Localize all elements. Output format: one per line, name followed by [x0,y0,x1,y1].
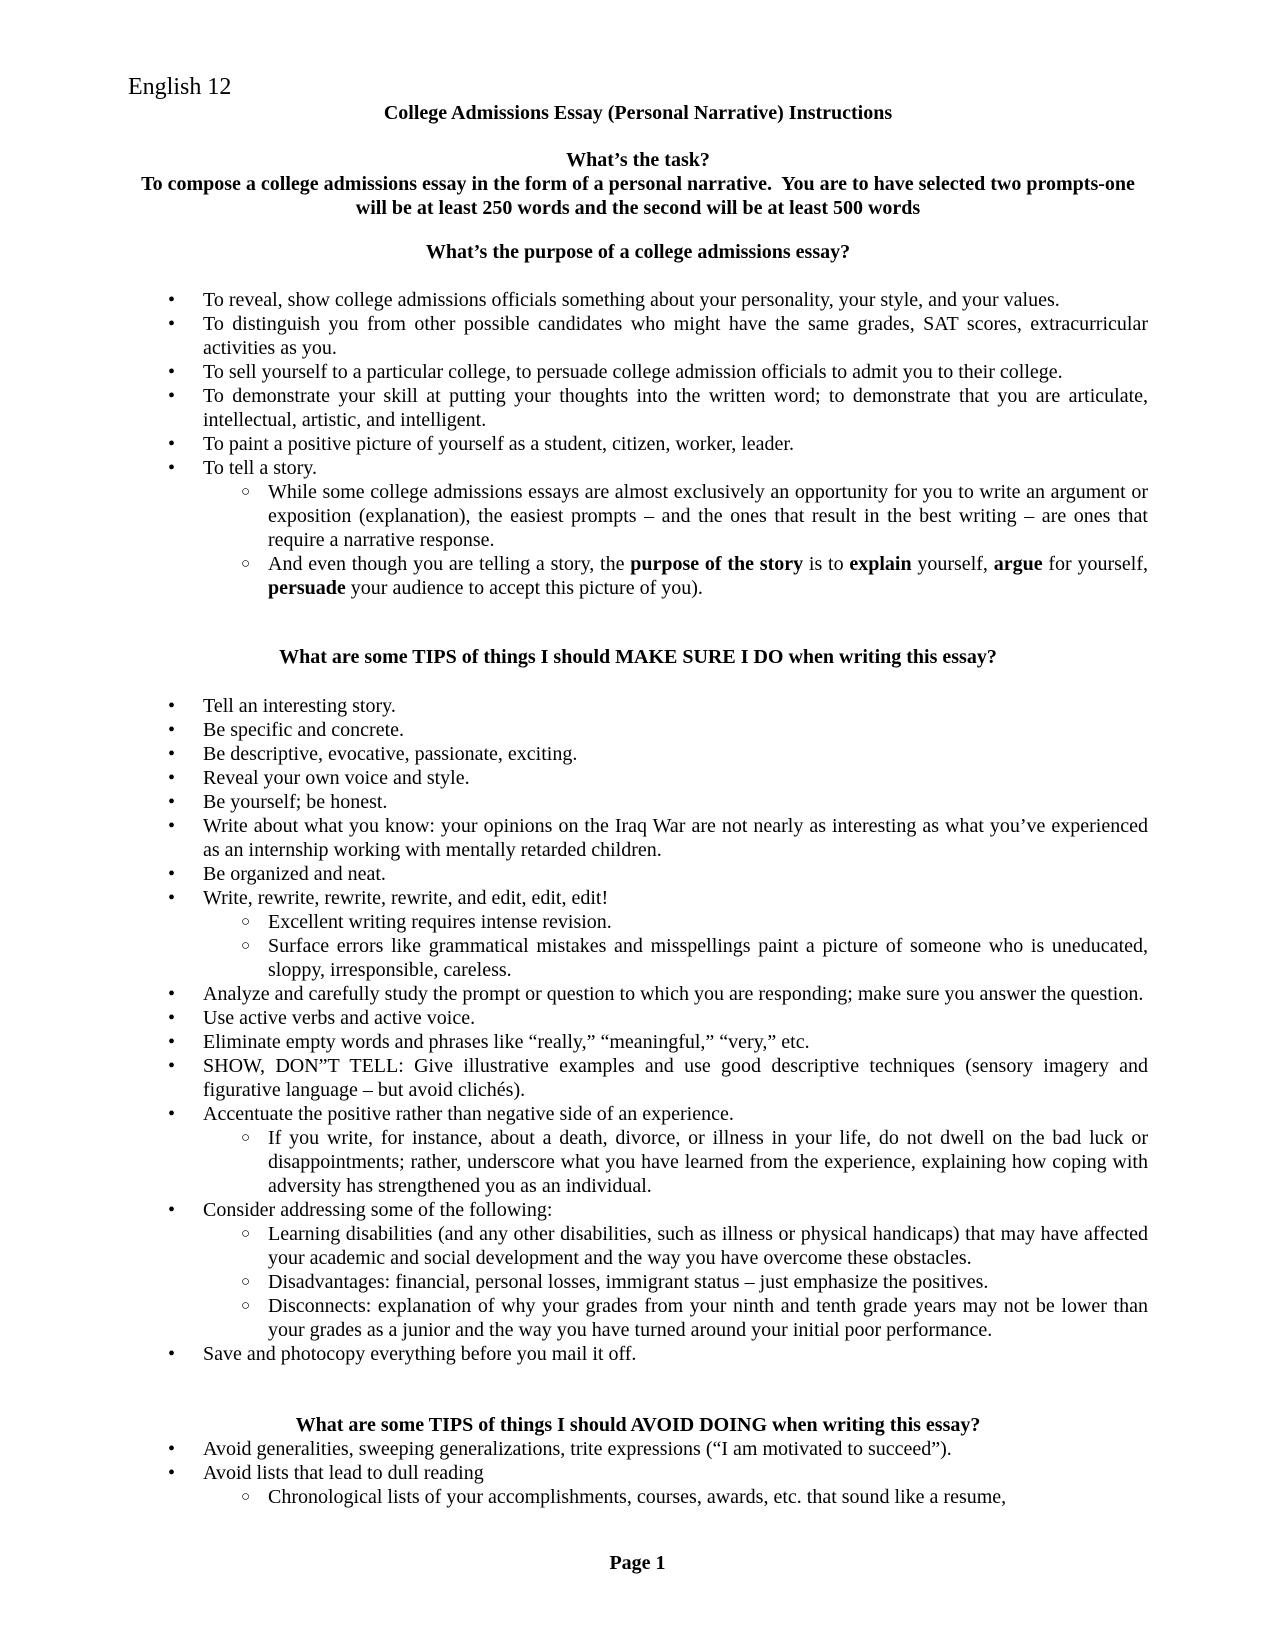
section-heading-do-tips: What are some TIPS of things I should MAKE SURE I DO when writing this essay? [279,646,997,668]
bullet-item [128,456,1148,480]
bullet-text: To distinguish you from other possible candidates who might have the same grades, SAT scores, extracurricular activities as you. [203,313,1148,359]
sub-bullet-item [128,934,1148,982]
section-purpose [128,240,1148,600]
bullet-text: Analyze and carefully study the prompt or question to which you are responding; make sure you answer the question. [203,983,1144,1005]
bullet-item [128,1437,1148,1461]
bullet-text: Disconnects: explanation of why your grades from your ninth and tenth grade years may not be lower than your grades as a junior and the way you have turned around your initial poor performance. [268,1295,1148,1341]
bullet-text: SHOW, DON”T TELL: Give illustrative examples and use good descriptive techniques (sensory imagery and figurative language – but avoid clichés). [203,1055,1148,1101]
disc-bullet-icon: • [168,767,176,789]
circle-bullet-icon: ○ [241,556,251,572]
bullet-text: Avoid lists that lead to dull reading [203,1462,484,1484]
disc-bullet-icon: • [168,1343,176,1365]
bullet-item [128,790,1148,814]
text-segment: your audience to accept this picture of you). [345,577,703,599]
sub-bullet-item [128,1294,1148,1342]
page-title: College Admissions Essay (Personal Narrative) Instructions [383,102,893,124]
sub-bullet-item [128,1270,1148,1294]
bullet-item [128,432,1148,456]
bullet-text: Consider addressing some of the following: [203,1199,553,1221]
bullet-text: Be specific and concrete. [203,719,405,741]
bullet-text: To demonstrate your skill at putting your thoughts into the written word; to demonstrate that you are articulate, intellectual, artistic, and intelligent. [203,385,1148,431]
bullet-item [128,718,1148,742]
bullet-text: Disadvantages: financial, personal losses, immigrant status – just emphasize the positives. [268,1271,989,1293]
sub-bullet-item [128,480,1148,552]
bullet-item [128,288,1148,312]
bullet-item [128,1030,1148,1054]
bullet-text: To sell yourself to a particular college, to persuade college admission officials to admit you to their college. [203,361,1063,383]
bullet-item [128,742,1148,766]
bold-text-segment: purpose of the story [630,553,804,575]
text-segment: yourself, [911,553,994,575]
section-do-tips [128,645,1148,1366]
bullet-text: To reveal, show college admissions officials something about your personality, your style, and your values. [203,289,1060,311]
circle-bullet-icon: ○ [241,1489,251,1505]
bullet-text: Tell an interesting story. [203,695,396,717]
sub-bullet-item [128,552,1148,600]
bold-text-segment: persuade [268,577,346,599]
bullet-text: To tell a story. [203,457,317,479]
circle-bullet-icon: ○ [241,1130,251,1146]
sub-bullet-item [128,1222,1148,1270]
section-heading-purpose: What’s the purpose of a college admissions essay? [425,241,851,263]
bullet-text: Learning disabilities (and any other disabilities, such as illness or physical handicaps) that may have affected your academic and social development and the way you have overcome these obstacles. [268,1223,1148,1269]
disc-bullet-icon: • [168,1007,176,1029]
disc-bullet-icon: • [168,1199,176,1221]
bullet-item [128,694,1148,718]
disc-bullet-icon: • [168,1438,176,1460]
bullet-item [128,312,1148,360]
circle-bullet-icon: ○ [241,938,251,954]
text-segment: for yourself, [1042,553,1148,575]
bullet-item [128,1006,1148,1030]
bullet-item [128,1102,1148,1126]
bullet-text: Save and photocopy everything before you mail it off. [203,1343,637,1365]
disc-bullet-icon: • [168,385,176,407]
task-intro-paragraph: To compose a college admissions essay in the form of a personal narrative. You are to have selected two prompts-one will be at least 250 words and the second will be at least 500 words [141,173,1135,219]
disc-bullet-icon: • [168,313,176,335]
avoid-tips-bullet-list [128,1437,1148,1509]
circle-bullet-icon: ○ [241,914,251,930]
disc-bullet-icon: • [168,1055,176,1077]
bullet-text: Be yourself; be honest. [203,791,388,813]
disc-bullet-icon: • [168,887,176,909]
disc-bullet-icon: • [168,695,176,717]
disc-bullet-icon: • [168,983,176,1005]
section-avoid-tips [128,1413,1148,1509]
text-segment: is to [803,553,850,575]
bold-text-segment: argue [993,553,1043,575]
bullet-text: Write, rewrite, rewrite, rewrite, and edit, edit, edit! [203,887,609,909]
bold-text-segment: explain [849,553,912,575]
bullet-text: Excellent writing requires intense revision. [268,911,612,933]
bullet-item [128,982,1148,1006]
circle-bullet-icon: ○ [241,484,251,500]
bullet-text: Use active verbs and active voice. [203,1007,476,1029]
disc-bullet-icon: • [168,743,176,765]
bullet-item [128,1342,1148,1366]
bullet-text: If you write, for instance, about a death, divorce, or illness in your life, do not dwell on the bad luck or disappointments; rather, underscore what you have learned from the experience, explaining how coping with adversity has strengthened you as an individual. [268,1127,1148,1197]
bullet-text: Avoid generalities, sweeping generalizations, trite expressions (“I am motivated to succeed”). [203,1438,952,1460]
circle-bullet-icon: ○ [241,1226,251,1242]
bullet-text: Be descriptive, evocative, passionate, exciting. [203,743,578,765]
circle-bullet-icon: ○ [241,1274,251,1290]
bullet-text: Be organized and neat. [203,863,386,885]
text-segment: And even though you are telling a story, the [268,553,631,575]
sub-bullet-item [128,910,1148,934]
page-number-footer: Page 1 [609,1552,666,1574]
bullet-text: Write about what you know: your opinions on the Iraq War are not nearly as interesting as what you’ve experienced as an internship working with mentally retarded children. [203,815,1148,861]
bullet-text [268,553,1148,599]
bullet-item [128,1054,1148,1102]
bullet-text: While some college admissions essays are almost exclusively an opportunity for you to write an argument or exposition (explanation), the easiest prompts – and the ones that result in the best writing – are ones that require a narrative response. [268,481,1148,551]
disc-bullet-icon: • [168,1031,176,1053]
bullet-item [128,766,1148,790]
bullet-text: Surface errors like grammatical mistakes and misspellings paint a picture of someone who is uneducated, sloppy, irresponsible, careless. [268,935,1148,981]
section-task [128,148,1148,220]
bullet-item [128,1461,1148,1485]
bullet-text: Eliminate empty words and phrases like “really,” “meaningful,” “very,” etc. [203,1031,810,1053]
disc-bullet-icon: • [168,457,176,479]
disc-bullet-icon: • [168,863,176,885]
bullet-item [128,862,1148,886]
sub-bullet-item [128,1485,1148,1509]
circle-bullet-icon: ○ [241,1298,251,1314]
disc-bullet-icon: • [168,361,176,383]
bullet-item [128,360,1148,384]
disc-bullet-icon: • [168,1462,176,1484]
do-tips-bullet-list [128,694,1148,1366]
bullet-text: Accentuate the positive rather than negative side of an experience. [203,1103,734,1125]
bullet-item [128,886,1148,910]
bullet-item [128,814,1148,862]
bullet-item [128,1198,1148,1222]
disc-bullet-icon: • [168,433,176,455]
bullet-text: Reveal your own voice and style. [203,767,470,789]
disc-bullet-icon: • [168,1103,176,1125]
disc-bullet-icon: • [168,719,176,741]
section-heading-task: What’s the task? [566,149,710,171]
disc-bullet-icon: • [168,815,176,837]
section-heading-avoid-tips: What are some TIPS of things I should AVOID DOING when writing this essay? [295,1414,981,1436]
purpose-bullet-list [128,288,1148,600]
bullet-text: To paint a positive picture of yourself as a student, citizen, worker, leader. [203,433,794,455]
bullet-item [128,384,1148,432]
disc-bullet-icon: • [168,289,176,311]
disc-bullet-icon: • [168,791,176,813]
course-label: English 12 [128,74,232,100]
sub-bullet-item [128,1126,1148,1198]
bullet-text: Chronological lists of your accomplishments, courses, awards, etc. that sound like a resume, [268,1486,1007,1508]
